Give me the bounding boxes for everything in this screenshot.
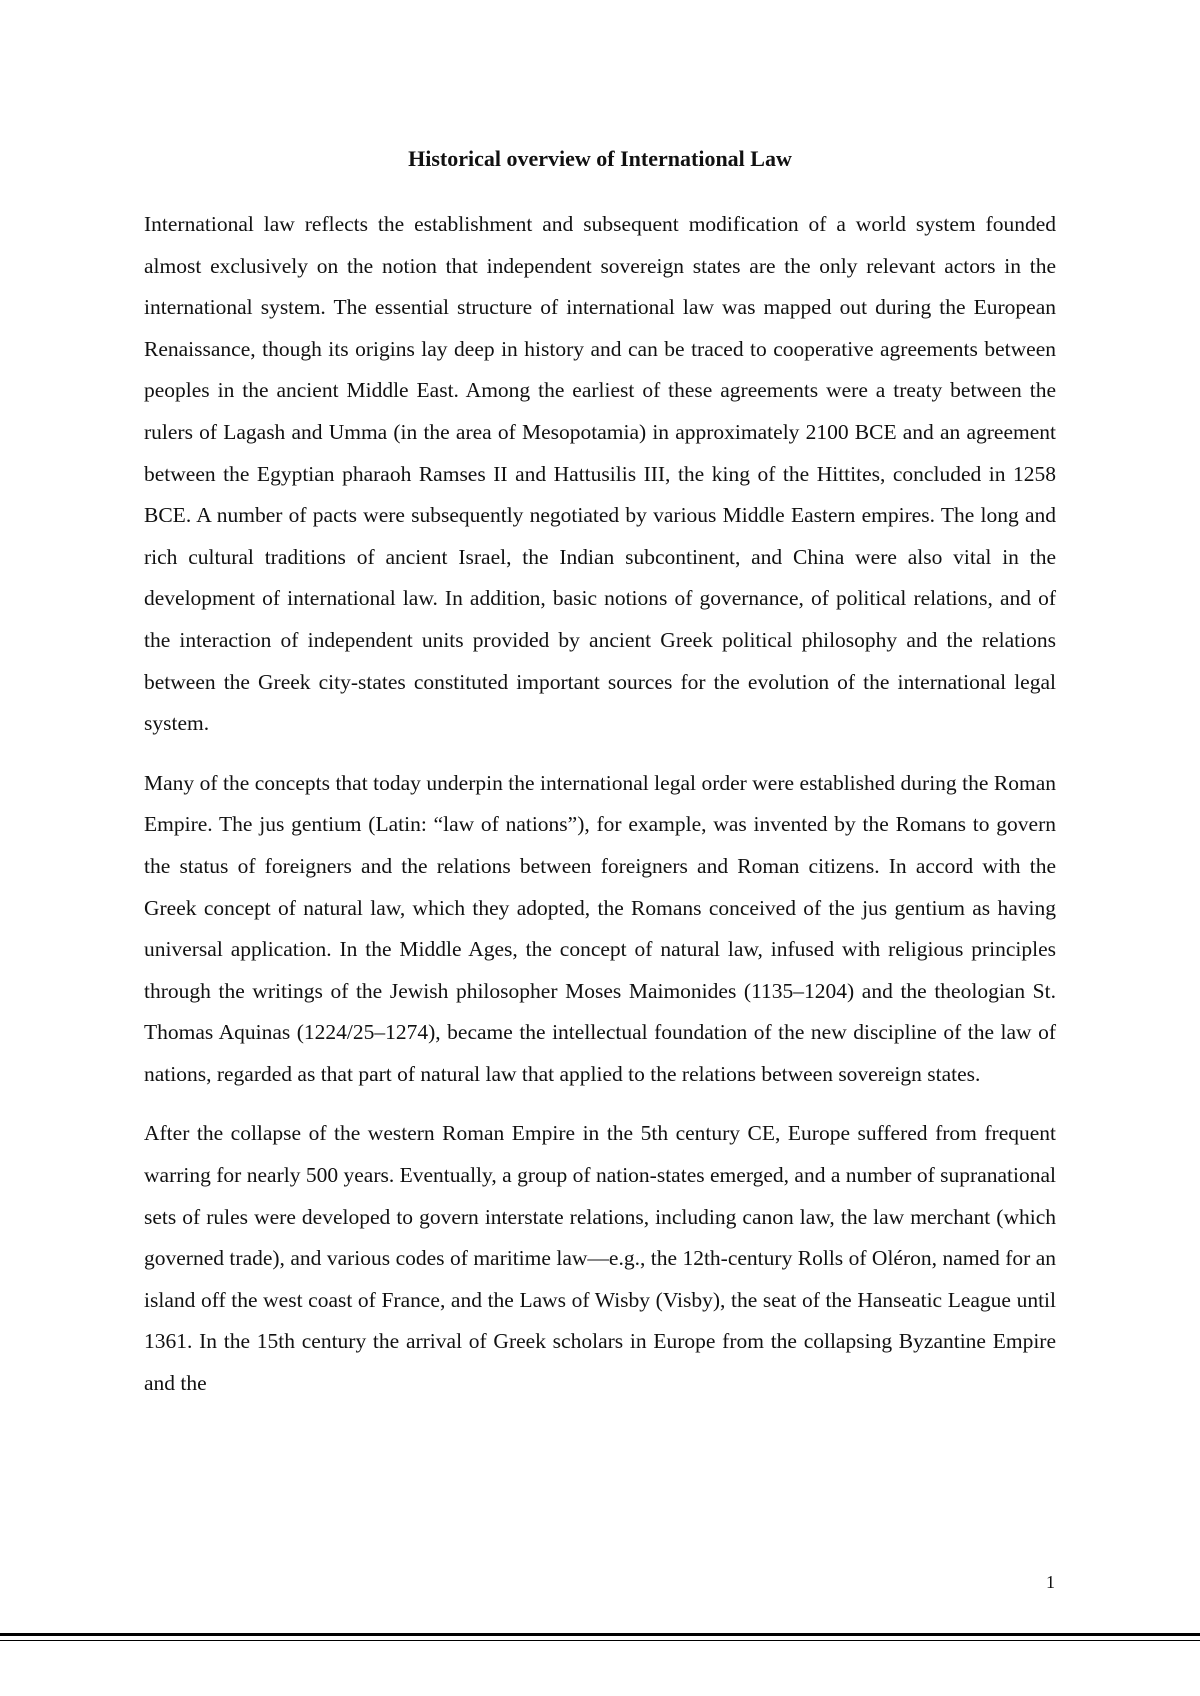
paragraph-2: Many of the concepts that today underpin the international legal order were established during the Roman Empire. The jus gentium (Latin: “law of nations”), for example, was invented by the Romans to govern the status of foreigners and the relations between foreigners and Roman citizens. In accord with the Greek concept of natural law, which they adopted, the Romans conceived of the jus gentium as having universal application. In the Middle Ages, the concept of natural law, infused with religious principles through the writings of the Jewish philosopher Moses Maimonides (1135–1204) and the theologian St. Thomas Aquinas (1224/25–1274), became the intellectual foundation of the new discipline of the law of nations, regarded as that part of natural law that applied to the relations between sovereign states. (144, 770, 1056, 1086)
footer-rule-thin (0, 1640, 1200, 1641)
document-body (144, 204, 1056, 1423)
paragraph-1: International law reflects the establishment and subsequent modification of a world system founded almost exclusively on the notion that independent sovereign states are the only relevant actors in the international system. The essential structure of international law was mapped out during the European Renaissance, though its origins lay deep in history and can be traced to cooperative agreements between peoples in the ancient Middle East. Among the earliest of these agreements were a treaty between the rulers of Lagash and Umma (in the area of Mesopotamia) in approximately 2100 BCE and an agreement between the Egyptian pharaoh Ramses II and Hattusilis III, the king of the Hittites, concluded in 1258 BCE. A number of pacts were subsequently negotiated by various Middle Eastern empires. The long and rich cultural traditions of ancient Israel, the Indian subcontinent, and China were also vital in the development of international law. In addition, basic notions of governance, of political relations, and of the interaction of independent units provided by ancient Greek political philosophy and the relations between the Greek city-states constituted important sources for the evolution of the international legal system. (144, 212, 1056, 736)
footer-rule-thick (0, 1633, 1200, 1636)
page-number: 1 (1046, 1572, 1055, 1592)
document-title: Historical overview of International Law (408, 146, 792, 171)
paragraph-3: After the collapse of the western Roman Empire in the 5th century CE, Europe suffered from frequent warring for nearly 500 years. Eventually, a group of nation-states emerged, and a number of supranational sets of rules were developed to govern interstate relations, including canon law, the law merchant (which governed trade), and various codes of maritime law—e.g., the 12th-century Rolls of Oléron, named for an island off the west coast of France, and the Laws of Wisby (Visby), the seat of the Hanseatic League until 1361. In the 15th century the arrival of Greek scholars in Europe from the collapsing Byzantine Empire and the (144, 1121, 1056, 1396)
